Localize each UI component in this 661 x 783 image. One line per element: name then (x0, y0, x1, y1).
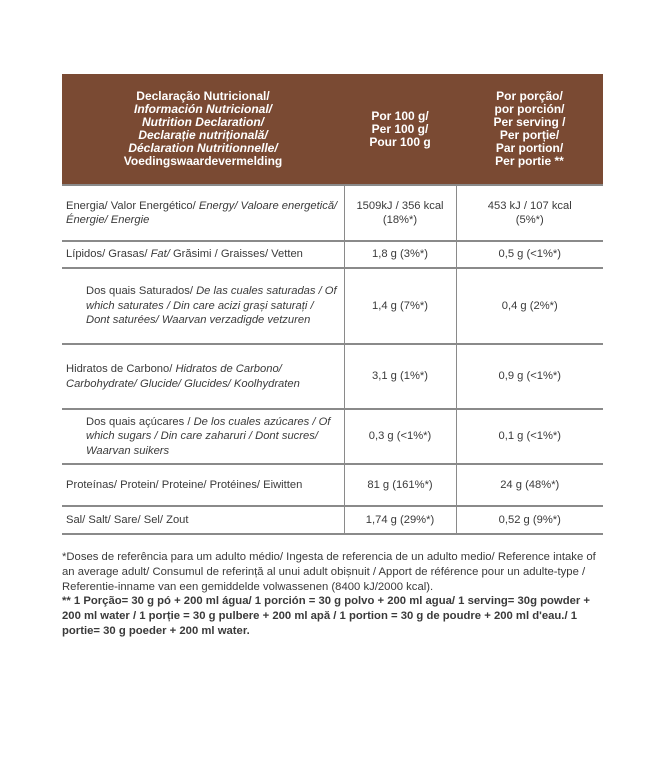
nutrient-label-part: Energy/ Valoare energetică/ Énergie/ Energie (66, 199, 338, 226)
value-per-100g (344, 185, 456, 241)
header-serving-line: Per serving / (493, 115, 566, 129)
nutrient-row (62, 506, 603, 534)
value-per-100g (344, 506, 456, 534)
value-per-100g-line: 1509kJ / 356 kcal (356, 199, 444, 212)
nutrient-label (62, 409, 344, 464)
header-serving-line: Por porção/ (496, 89, 563, 103)
value-per-100g (344, 464, 456, 506)
value-per-serving (456, 344, 603, 409)
header-row (62, 74, 603, 185)
value-per-serving-line: 0,1 g (<1%*) (498, 430, 561, 443)
value-per-100g-line: 0,3 g (<1%*) (368, 430, 432, 443)
value-per-100g (344, 344, 456, 409)
nutrient-label-part: Grăsimi / Graisses/ Vetten (169, 248, 303, 261)
nutrient-label-part: De los cuales azúcares / Of which sugars / Din care zaharuri / Dont sucres/ Waarvan suikers (86, 415, 331, 457)
nutrient-label-part: Lípidos/ Grasas/ (66, 248, 151, 261)
serving-size-note: ** 1 Porção= 30 g pó + 200 ml água/ 1 porción = 30 g polvo + 200 ml agua/ 1 serving= 30g powder + 200 ml water / 1 porție = 30 g pulbere + 200 ml apă / 1 portion = 30 g de poudre + 200 ml d'eau./ 1 portie= 30 g poeder + 200 ml water. (62, 595, 591, 637)
nutrient-label-part: Proteínas/ Protein/ Proteine/ Protéines/ Eiwitten (66, 478, 303, 491)
nutrient-row (62, 409, 603, 464)
value-per-serving-line: 0,52 g (9%*) (498, 513, 561, 526)
value-per-serving-line: (5%*) (515, 214, 544, 226)
nutrition-label (62, 74, 603, 535)
value-per-serving (456, 268, 603, 344)
nutrient-label-part: Hidratos de Carbono/ Carbohydrate/ Glucide/ Glucides/ Koolhydraten (66, 363, 300, 390)
value-per-serving (456, 241, 603, 268)
header-per100-line: Por 100 g/ (371, 108, 429, 123)
header-per-serving (456, 74, 603, 185)
value-per-100g-line: 1,74 g (29%*) (365, 513, 435, 526)
header-name-line: Declaração Nutricional/ (136, 89, 270, 103)
value-per-100g (344, 241, 456, 268)
nutrient-label-part: Sal/ Salt/ Sare/ Sel/ Zout (66, 513, 189, 526)
value-per-100g (344, 409, 456, 464)
nutrient-row (62, 464, 603, 506)
nutrient-label (62, 506, 344, 534)
header-name-line: Nutrition Declaration/ (141, 115, 264, 129)
value-per-100g (344, 268, 456, 344)
header-name-line: Voedingswaardevermelding (123, 154, 283, 168)
header-serving-line: por porción/ (494, 102, 565, 116)
nutrient-row (62, 268, 603, 344)
nutrition-rows (62, 185, 603, 534)
nutrient-label (62, 241, 344, 268)
header-serving-line: Par portion/ (495, 141, 564, 155)
header-name-line: Información Nutricional/ (133, 102, 272, 116)
value-per-serving-line: 453 kJ / 107 kcal (487, 199, 572, 212)
value-per-serving (456, 185, 603, 241)
header-serving-line: Per portie ** (495, 154, 564, 168)
nutrient-row (62, 241, 603, 268)
value-per-serving (456, 409, 603, 464)
nutrient-label-part: Hidratos de Carbono/ (66, 363, 176, 375)
header-name-line: Déclaration Nutritionnelle/ (128, 141, 278, 155)
nutrient-label-part: Dos quais açúcares / (86, 415, 194, 428)
header-per100-line: Pour 100 g (369, 134, 431, 149)
value-per-100g-line: 1,4 g (7%*) (372, 299, 428, 312)
header-nutrient-names (62, 74, 344, 185)
value-per-100g-line: (18%*) (382, 214, 418, 226)
nutrient-label-part: De las cuales saturadas / Of which saturates / Din care acizi grași saturați / Dont saturées/ Waarvan verzadigde vetzuren (86, 285, 337, 327)
footnotes (62, 550, 610, 639)
nutrient-label (62, 464, 344, 506)
nutrient-label (62, 344, 344, 409)
value-per-100g-line: 81 g (161%*) (367, 478, 433, 491)
value-per-serving (456, 464, 603, 506)
nutrient-row (62, 185, 603, 241)
nutrition-table (62, 74, 603, 535)
value-per-100g-line: 1,8 g (3%*) (372, 248, 428, 261)
nutrient-label (62, 185, 344, 241)
nutrient-row (62, 344, 603, 409)
reference-intake-note: *Doses de referência para um adulto médio/ Ingesta de referencia de un adulto medio/ Reference intake of an average adult/ Consumul de referință al unui adult obișnuit / Apport de référence pour un adulte-type / Referentie-inname van een gemiddelde volwassenen (8400 kJ/2000 kcal). (62, 551, 596, 593)
nutrient-label-part: Dos quais Saturados/ (86, 285, 197, 298)
value-per-serving-line: 0,5 g (<1%*) (498, 248, 561, 261)
header-per-100g (344, 74, 456, 185)
header-serving-line: Per porție/ (499, 128, 560, 142)
header-per100-line: Per 100 g/ (371, 121, 429, 136)
value-per-100g-line: 3,1 g (1%*) (372, 370, 428, 383)
value-per-serving-line: 0,9 g (<1%*) (498, 370, 561, 383)
nutrient-label-part: Energia/ Valor Energético/ (66, 199, 199, 212)
nutrient-label-part: Fat/ (150, 248, 170, 261)
nutrient-label (62, 268, 344, 344)
header-name-line: Declarație nutrițională/ (138, 128, 268, 142)
value-per-serving-line: 0,4 g (2%*) (501, 299, 558, 312)
value-per-serving-line: 24 g (48%*) (500, 478, 560, 491)
value-per-serving (456, 506, 603, 534)
